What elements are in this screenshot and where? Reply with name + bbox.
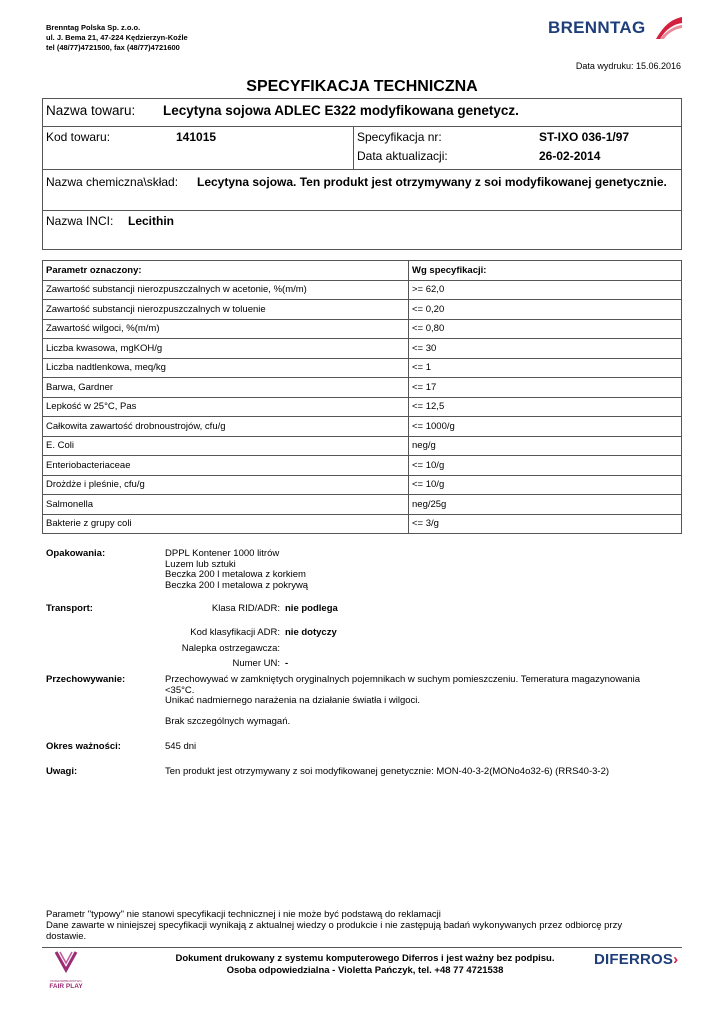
footer-note-line: Dane zawarte w niniejszej specyfikacji wynikają z aktualnej wiedzy o produkcie i nie zastępują badań wykonywanych przez odbiorcę przy xyxy=(46,920,623,931)
fair-play-small-text: PRZEDSIĘBIORSTWO xyxy=(50,979,82,983)
spec-cell: >= 62,0 xyxy=(409,280,682,300)
parameter-cell: E. Coli xyxy=(43,436,409,456)
parameter-cell: Zawartość wilgoci, %(m/m) xyxy=(43,319,409,339)
validity-value: 545 dni xyxy=(165,741,197,752)
diferros-logo xyxy=(594,951,678,968)
spec-cell: <= 12,5 xyxy=(409,397,682,417)
divider xyxy=(42,169,682,170)
un-number-label: Numer UN: xyxy=(232,658,280,669)
storage-label: Przechowywanie: xyxy=(46,674,126,685)
table-row xyxy=(43,475,682,495)
table-row xyxy=(43,319,682,339)
company-contact: tel (48/77)4721500, fax (48/77)4721600 xyxy=(46,43,180,52)
update-date-value: 26-02-2014 xyxy=(539,149,601,163)
spec-cell: <= 17 xyxy=(409,378,682,398)
product-code-label: Kod towaru: xyxy=(46,130,111,144)
rid-class-value: nie podlega xyxy=(285,603,338,614)
footer-note-line: Parametr "typowy" nie stanowi specyfikacji technicznej i nie może być podstawą do reklamacji xyxy=(46,909,441,920)
remarks-value: Ten produkt jest otrzymywany z soi modyfikowanej genetycznie: MON-40-3-2(MONo4o32-6) (RRS40-3-2) xyxy=(165,766,610,777)
footer-center xyxy=(150,953,580,976)
chevron-right-icon: › xyxy=(673,951,679,968)
fair-play-text: FAIR PLAY xyxy=(49,983,83,990)
company-info xyxy=(46,23,188,53)
parameter-cell: Drożdże i pleśnie, cfu/g xyxy=(43,475,409,495)
parameter-cell: Enteriobacteriaceae xyxy=(43,456,409,476)
storage-line: Przechowywać w zamkniętych oryginalnych pojemnikach w suchym pomieszczeniu. Temeratura magazynowania xyxy=(165,674,641,685)
spec-cell: neg/g xyxy=(409,436,682,456)
parameter-cell: Bakterie z grupy coli xyxy=(43,514,409,534)
spec-cell: <= 10/g xyxy=(409,475,682,495)
brenntag-swoosh-icon xyxy=(654,15,684,41)
brenntag-logo xyxy=(548,14,680,46)
packaging-item: DPPL Kontener 1000 litrów xyxy=(165,548,280,559)
divider xyxy=(42,126,682,127)
packaging-item: Beczka 200 l metalowa z korkiem xyxy=(165,569,306,580)
footer-note xyxy=(46,909,686,942)
validity-label: Okres ważności: xyxy=(46,741,121,752)
table-row xyxy=(43,339,682,359)
adr-code-label: Kod klasyfikacji ADR: xyxy=(190,627,280,638)
parameters-table xyxy=(42,260,682,534)
spec-number-label: Specyfikacja nr: xyxy=(357,130,442,144)
packaging-item: Beczka 200 l metalowa z pokrywą xyxy=(165,579,309,591)
footer-responsible-line: Osoba odpowiedzialna - Violetta Pańczyk, tel. +48 77 4721538 xyxy=(226,964,504,976)
packaging-item: Luzem lub sztuki xyxy=(165,558,236,570)
warning-sticker-label: Nalepka ostrzegawcza: xyxy=(181,643,280,654)
product-name-label: Nazwa towaru: xyxy=(46,103,136,118)
print-date: Data wydruku: 15.06.2016 xyxy=(575,61,681,71)
table-row xyxy=(43,397,682,417)
spec-cell: <= 10/g xyxy=(409,456,682,476)
table-row xyxy=(43,514,682,534)
parameter-cell: Całkowita zawartość drobnoustrojów, cfu/g xyxy=(43,417,409,437)
rid-class-label: Klasa RID/ADR: xyxy=(211,603,280,614)
diferros-logo-text: DIFERROS xyxy=(594,951,674,968)
remarks-label: Uwagi: xyxy=(46,766,78,777)
spec-column-header: Wg specyfikacji: xyxy=(409,261,682,281)
spec-cell: <= 0,20 xyxy=(409,300,682,320)
fair-play-emblem-icon xyxy=(47,950,85,974)
company-name: Brenntag Polska Sp. z.o.o. xyxy=(46,23,141,32)
page-title: SPECYFIKACJA TECHNICZNA xyxy=(246,78,478,95)
footer-divider xyxy=(42,947,682,948)
un-number-value: - xyxy=(285,658,289,669)
company-address: ul. J. Bema 21, 47-224 Kędzierzyn-Koźle xyxy=(46,33,188,42)
parameter-cell: Liczba nadtlenkowa, meq/kg xyxy=(43,358,409,378)
table-row xyxy=(43,495,682,515)
product-name-value: Lecytyna sojowa ADLEC E322 modyfikowana genetycz. xyxy=(163,103,519,118)
storage-line: Brak szczególnych wymagań. xyxy=(165,715,291,727)
spec-cell: neg/25g xyxy=(409,495,682,515)
footer-system-line: Dokument drukowany z systemu komputerowego Diferros i jest ważny bez podpisu. xyxy=(175,953,555,964)
table-row xyxy=(43,436,682,456)
spec-cell: <= 30 xyxy=(409,339,682,359)
spec-cell: <= 1 xyxy=(409,358,682,378)
spec-cell: <= 3/g xyxy=(409,514,682,534)
brenntag-logo-text: BRENNTAG xyxy=(548,18,646,37)
table-row xyxy=(43,417,682,437)
divider xyxy=(42,210,682,211)
spec-number-value: ST-IXO 036-1/97 xyxy=(539,130,630,144)
packaging-list xyxy=(165,549,308,591)
parameter-cell: Zawartość substancji nierozpuszczalnych w toluenie xyxy=(43,300,409,320)
inci-name-value: Lecithin xyxy=(128,214,175,228)
product-code-value: 141015 xyxy=(176,130,217,144)
packaging-label: Opakowania: xyxy=(46,548,106,559)
parameter-column-header: Parametr oznaczony: xyxy=(43,261,409,281)
spec-cell: <= 0,80 xyxy=(409,319,682,339)
chemical-name-label: Nazwa chemiczna\skład: xyxy=(46,175,179,189)
divider xyxy=(353,126,354,169)
table-row xyxy=(43,358,682,378)
parameter-cell: Zawartość substancji nierozpuszczalnych w acetonie, %(m/m) xyxy=(43,280,409,300)
update-date-label: Data aktualizacji: xyxy=(357,149,448,163)
table-row xyxy=(43,456,682,476)
transport-label: Transport: xyxy=(46,603,93,614)
table-row xyxy=(43,378,682,398)
adr-code-value: nie dotyczy xyxy=(285,627,337,638)
storage-line: <35°C. xyxy=(165,684,195,696)
parameters-table-body xyxy=(43,280,682,534)
table-row xyxy=(43,300,682,320)
spec-cell: <= 1000/g xyxy=(409,417,682,437)
storage-text xyxy=(165,675,680,727)
parameter-cell: Liczba kwasowa, mgKOH/g xyxy=(43,339,409,359)
inci-name-label: Nazwa INCI: xyxy=(46,214,114,228)
fair-play-logo xyxy=(47,950,85,990)
footer-note-line: dostawie. xyxy=(46,931,87,942)
table-header-row xyxy=(43,261,682,281)
parameter-cell: Lepkość w 25°C, Pas xyxy=(43,397,409,417)
table-row xyxy=(43,280,682,300)
storage-line: Unikać nadmiernego narażenia na działanie światła i wilgoci. xyxy=(165,695,421,706)
chemical-name-value: Lecytyna sojowa. Ten produkt jest otrzymywany z soi modyfikowanej genetycznie. xyxy=(197,175,667,189)
parameter-cell: Barwa, Gardner xyxy=(43,378,409,398)
parameter-cell: Salmonella xyxy=(43,495,409,515)
